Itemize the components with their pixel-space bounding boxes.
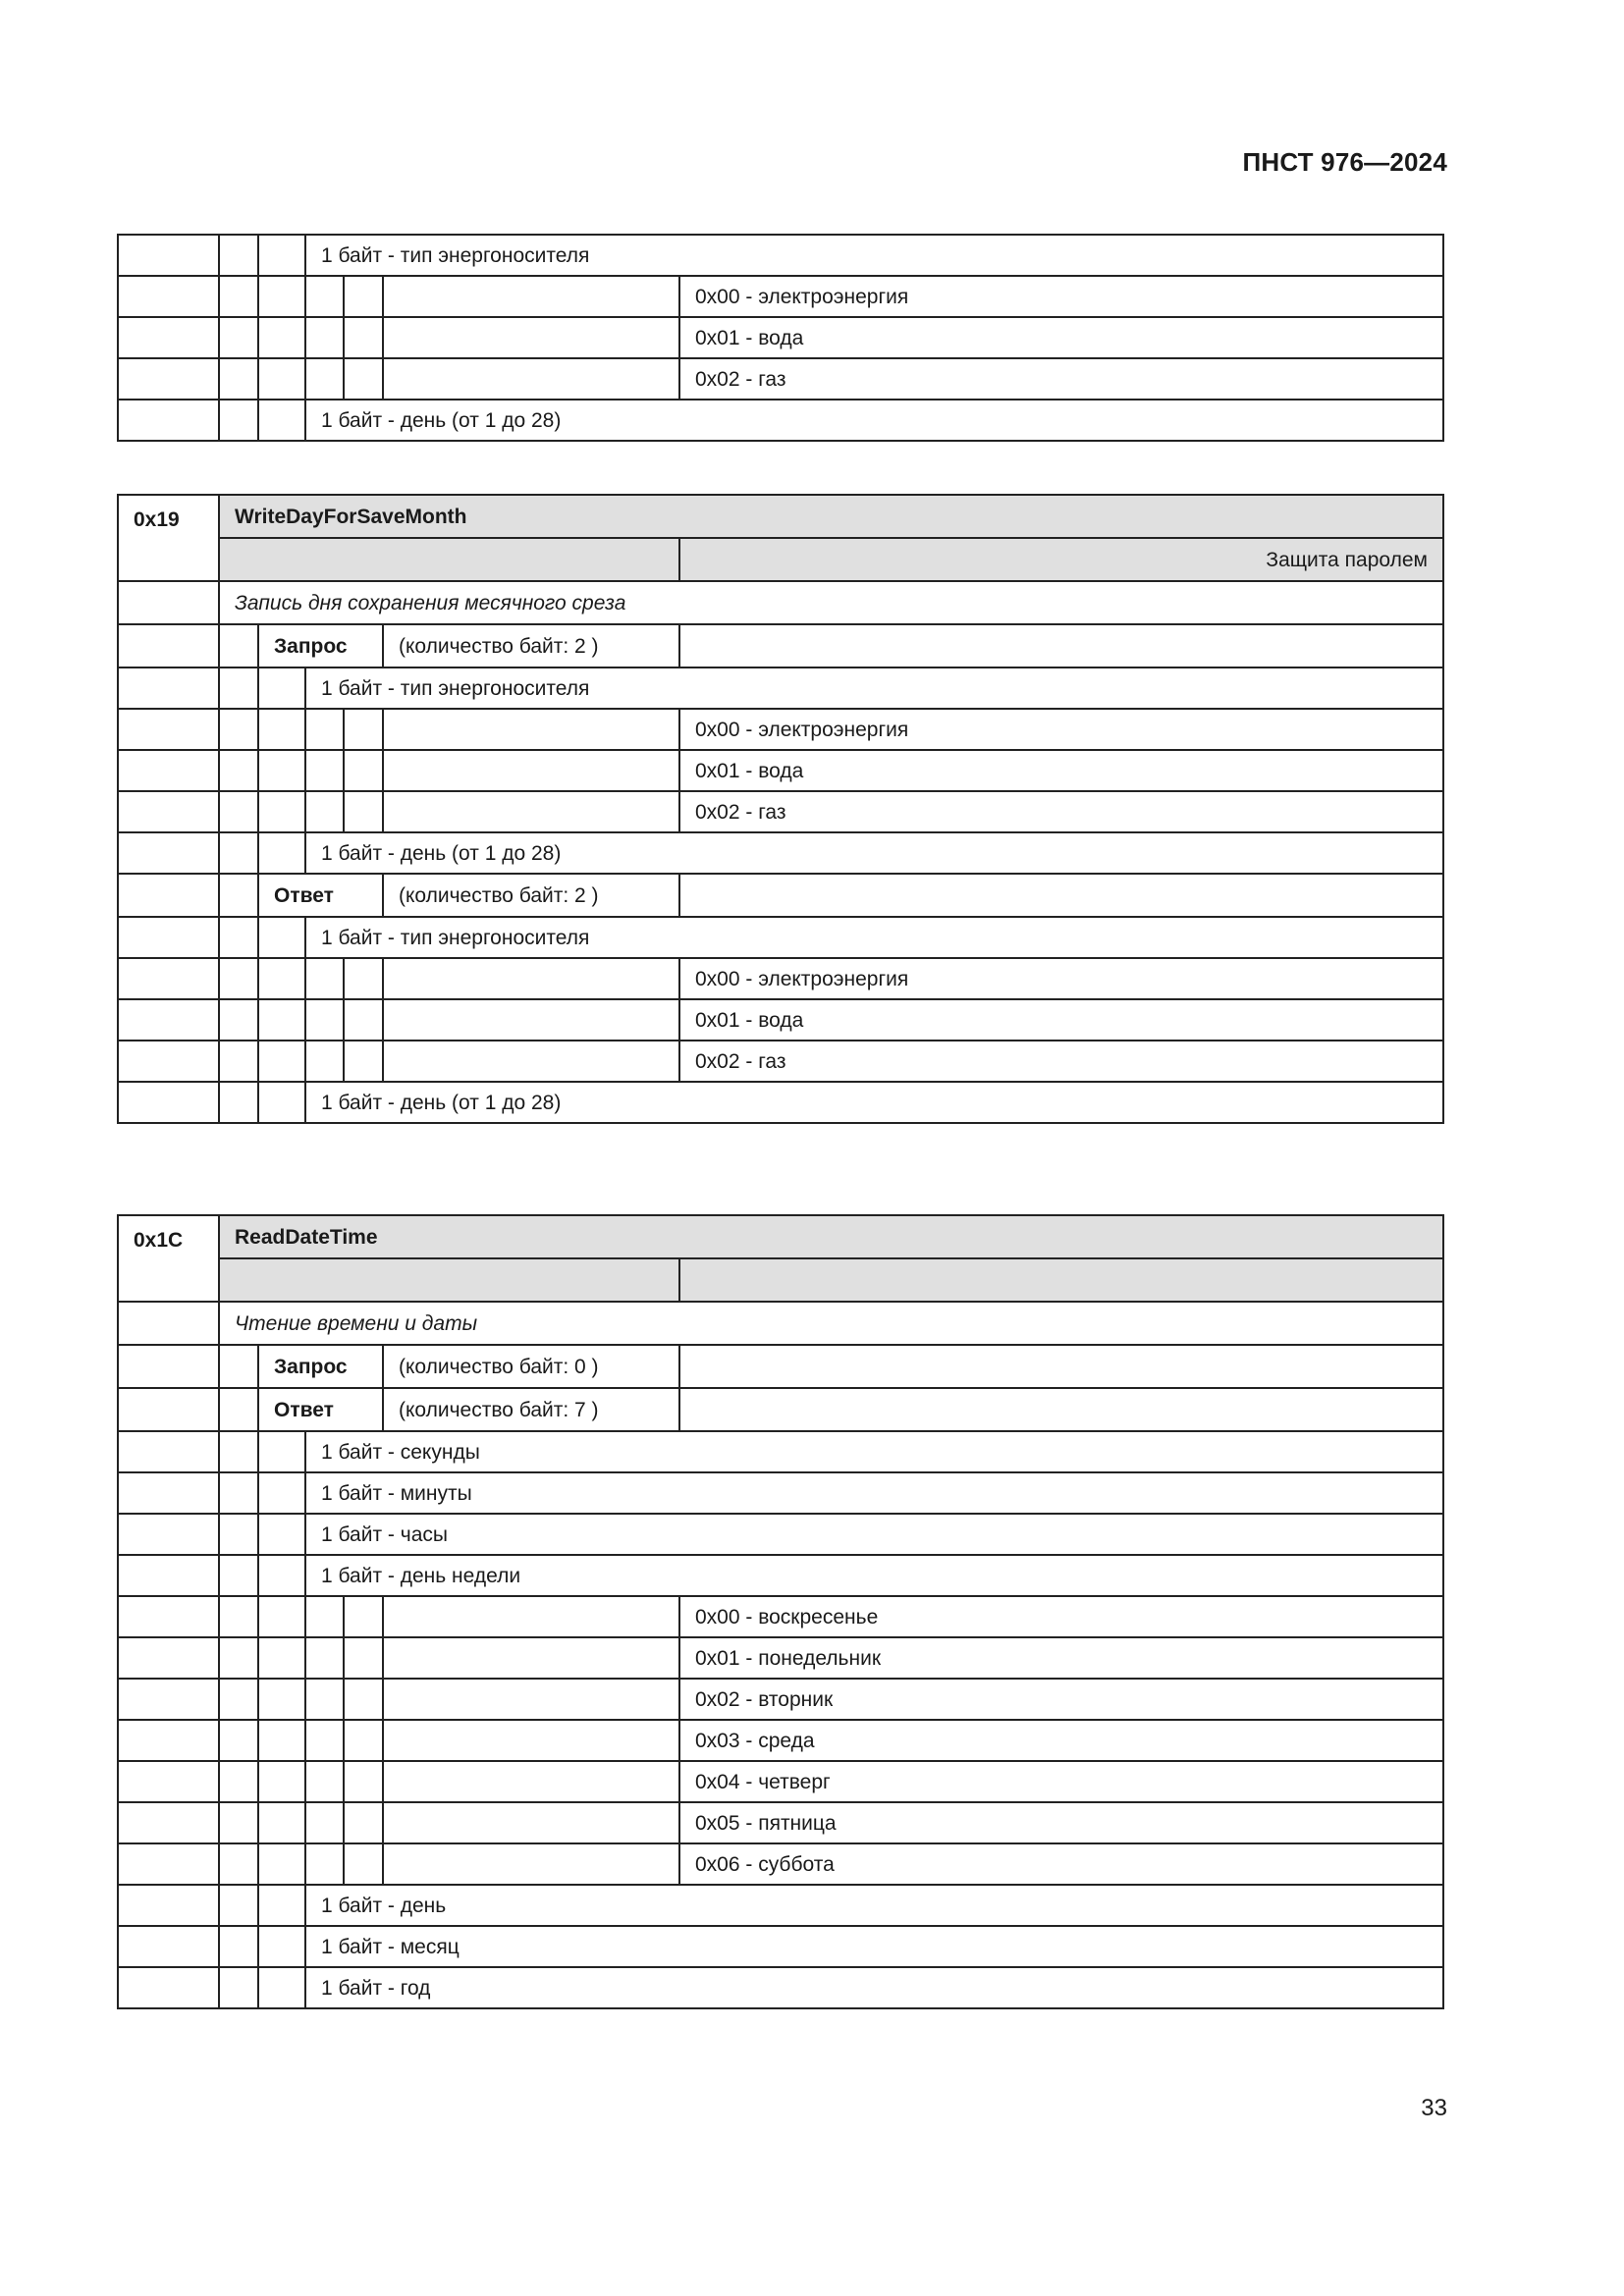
field-label: 1 байт - секунды xyxy=(305,1431,1443,1472)
enum-value: 0x06 - суббота xyxy=(679,1843,1443,1885)
table-row xyxy=(118,709,1443,750)
table-row xyxy=(118,1843,1443,1885)
table-row xyxy=(118,999,1443,1041)
field-label: 1 байт - год xyxy=(305,1967,1443,2008)
table-row xyxy=(118,495,1443,538)
enum-value: 0x02 - газ xyxy=(679,358,1443,400)
command-code: 0x1C xyxy=(118,1215,219,1302)
enum-value: 0x00 - воскресенье xyxy=(679,1596,1443,1637)
table-row xyxy=(118,874,1443,917)
table-row xyxy=(118,581,1443,624)
enum-value: 0x00 - электроэнергия xyxy=(679,276,1443,317)
table-row xyxy=(118,538,1443,581)
enum-value: 0x05 - пятница xyxy=(679,1802,1443,1843)
table-row xyxy=(118,276,1443,317)
request-label: Запрос xyxy=(258,624,383,667)
enum-value: 0x04 - четверг xyxy=(679,1761,1443,1802)
response-label: Ответ xyxy=(258,1388,383,1431)
table-row xyxy=(118,1967,1443,2008)
command-table-0x19 xyxy=(117,494,1444,1124)
command-table-0x1c xyxy=(117,1214,1444,2009)
enum-value: 0x01 - вода xyxy=(679,750,1443,791)
request-label: Запрос xyxy=(258,1345,383,1388)
field-label: 1 байт - день недели xyxy=(305,1555,1443,1596)
table-row xyxy=(118,917,1443,958)
command-name: WriteDayForSaveMonth xyxy=(219,495,1443,538)
command-name: ReadDateTime xyxy=(219,1215,1443,1258)
response-label: Ответ xyxy=(258,874,383,917)
field-label: 1 байт - часы xyxy=(305,1514,1443,1555)
field-label: 1 байт - день (от 1 до 28) xyxy=(305,832,1443,874)
table-row xyxy=(118,1802,1443,1843)
field-label: 1 байт - день (от 1 до 28) xyxy=(305,1082,1443,1123)
table-row xyxy=(118,1679,1443,1720)
document-header: ПНСТ 976—2024 xyxy=(1242,147,1447,177)
table-row xyxy=(118,1472,1443,1514)
page-number: 33 xyxy=(1421,2095,1447,2121)
table-row xyxy=(118,1926,1443,1967)
field-label: 1 байт - день xyxy=(305,1885,1443,1926)
field-label: 1 байт - тип энергоносителя xyxy=(305,917,1443,958)
protection-label: Защита паролем xyxy=(679,538,1443,581)
table-row xyxy=(118,958,1443,999)
table-row xyxy=(118,1885,1443,1926)
command-description: Чтение времени и даты xyxy=(219,1302,1443,1345)
field-label: 1 байт - день (от 1 до 28) xyxy=(305,400,1443,441)
table-row xyxy=(118,624,1443,667)
table-row xyxy=(118,1637,1443,1679)
table-row xyxy=(118,750,1443,791)
table-row xyxy=(118,1215,1443,1258)
table-row xyxy=(118,400,1443,441)
field-label: 1 байт - тип энергоносителя xyxy=(305,235,1443,276)
table-row xyxy=(118,791,1443,832)
table-row xyxy=(118,832,1443,874)
enum-value: 0x02 - газ xyxy=(679,1041,1443,1082)
field-label: 1 байт - минуты xyxy=(305,1472,1443,1514)
table-row xyxy=(118,1082,1443,1123)
request-count: (количество байт: 0 ) xyxy=(383,1345,679,1388)
table-row xyxy=(118,1431,1443,1472)
enum-value: 0x00 - электроэнергия xyxy=(679,709,1443,750)
table-row xyxy=(118,358,1443,400)
table-row xyxy=(118,1302,1443,1345)
enum-value: 0x02 - газ xyxy=(679,791,1443,832)
enum-value: 0x01 - вода xyxy=(679,317,1443,358)
request-count: (количество байт: 2 ) xyxy=(383,624,679,667)
enum-value: 0x01 - вода xyxy=(679,999,1443,1041)
command-code: 0x19 xyxy=(118,495,219,581)
field-label: 1 байт - тип энергоносителя xyxy=(305,667,1443,709)
continuation-table xyxy=(117,234,1444,442)
response-count: (количество байт: 2 ) xyxy=(383,874,679,917)
enum-value: 0x03 - среда xyxy=(679,1720,1443,1761)
command-description: Запись дня сохранения месячного среза xyxy=(219,581,1443,624)
field-label: 1 байт - месяц xyxy=(305,1926,1443,1967)
table-row xyxy=(118,1761,1443,1802)
table-row xyxy=(118,1041,1443,1082)
table-row xyxy=(118,1345,1443,1388)
table-row xyxy=(118,1388,1443,1431)
table-row xyxy=(118,1555,1443,1596)
enum-value: 0x00 - электроэнергия xyxy=(679,958,1443,999)
enum-value: 0x02 - вторник xyxy=(679,1679,1443,1720)
table-row xyxy=(118,1720,1443,1761)
table-row xyxy=(118,667,1443,709)
table-row xyxy=(118,1596,1443,1637)
table-row xyxy=(118,235,1443,276)
table-row xyxy=(118,1258,1443,1302)
table-row xyxy=(118,317,1443,358)
enum-value: 0x01 - понедельник xyxy=(679,1637,1443,1679)
table-row xyxy=(118,1514,1443,1555)
response-count: (количество байт: 7 ) xyxy=(383,1388,679,1431)
